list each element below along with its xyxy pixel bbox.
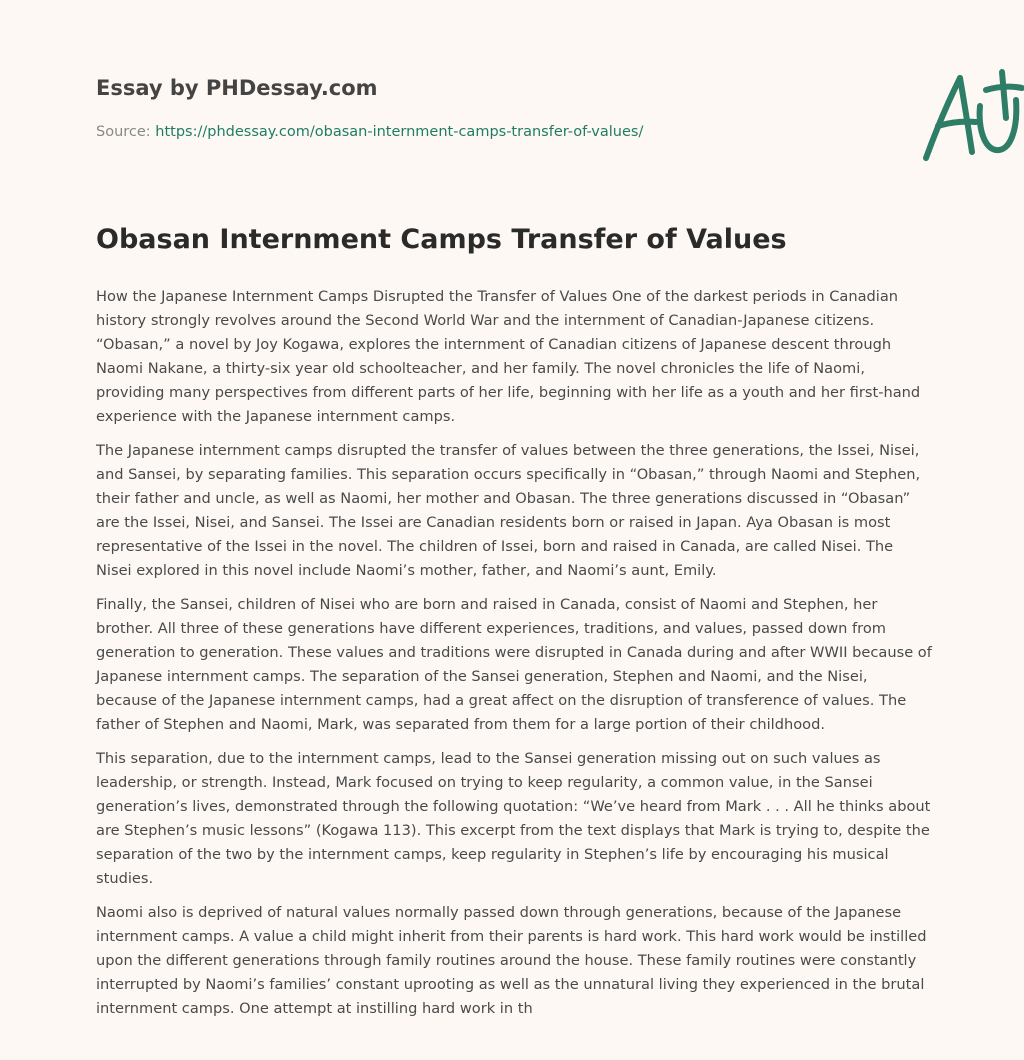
a-plus-grade-icon bbox=[916, 66, 1024, 166]
essay-title: Obasan Internment Camps Transfer of Values bbox=[96, 224, 787, 255]
source-line bbox=[96, 124, 643, 140]
logo-plus-vertical bbox=[1002, 72, 1006, 118]
essay-paragraph: This separation, due to the internment camps, lead to the Sansei generation missing out on such values as leadership, or strength. Instead, Mark focused on trying to keep regularity, a common value, in the Sansei generation’s lives, demonstrated through the following quotation: “We’ve heard from Mark . . . All he thinks about are Stephen’s music lessons” (Kogawa 113). This excerpt from the text displays that Mark is trying to, despite the separation of the two by the internment camps, keep regularity in Stephen’s life by encouraging his musical studies. bbox=[96, 750, 931, 887]
logo-letter-a-right-stroke bbox=[960, 78, 972, 152]
logo-plus-horizontal bbox=[986, 87, 1022, 90]
essay-body bbox=[96, 285, 932, 1031]
essay-paragraph: Naomi also is deprived of natural values normally passed down through generations, because of the Japanese internment camps. A value a child might inherit from their parents is hard work. This hard work would be instilled upon the different generations through family routines around the house. These family routines were constantly interrupted by Naomi’s families’ constant uprooting as well as the unnatural living they experienced in the brutal internment camps. One attempt at instilling hard work in th bbox=[96, 904, 927, 1017]
site-brand: Essay by PHDessay.com bbox=[96, 76, 378, 100]
source-label: Source: bbox=[96, 124, 156, 140]
logo-letter-a-left-stroke bbox=[926, 78, 960, 158]
essay-paragraph: How the Japanese Internment Camps Disrupted the Transfer of Values One of the darkest periods in Canadian history strongly revolves around the Second World War and the internment of Canadian-Japanese citizens. “Obasan,” a novel by Joy Kogawa, explores the internment of Canadian citizens of Japanese descent through Naomi Nakane, a thirty-six year old schoolteacher, and her family. The novel chronicles the life of Naomi, providing many perspectives from different parts of her life, beginning with her life as a youth and her first-hand experience with the Japanese internment camps. bbox=[96, 288, 921, 425]
essay-paragraph: The Japanese internment camps disrupted the transfer of values between the three generations, the Issei, Nisei, and Sansei, by separating families. This separation occurs specifically in “Obasan,” through Naomi and Stephen, their father and uncle, as well as Naomi, her mother and Obasan. The three generations discussed in “Obasan” are the Issei, Nisei, and Sansei. The Issei are Canadian residents born or raised in Japan. Aya Obasan is most representative of the Issei in the novel. The children of Issei, born and raised in Canada, are called Nisei. The Nisei explored in this novel include Naomi’s mother, father, and Naomi’s aunt, Emily. bbox=[96, 442, 921, 579]
essay-paragraph: Finally, the Sansei, children of Nisei who are born and raised in Canada, consist of Naomi and Stephen, her brother. All three of these generations have different experiences, traditions, and values, passed down from generation to generation. These values and traditions were disrupted in Canada during and after WWII because of Japanese internment camps. The separation of the Sansei generation, Stephen and Naomi, and the Nisei, because of the Japanese internment camps, had a great affect on the disruption of transference of values. The father of Stephen and Naomi, Mark, was separated from them for a large portion of their childhood. bbox=[96, 596, 932, 733]
source-link[interactable]: https://phdessay.com/obasan-internment-camps-transfer-of-values/ bbox=[155, 124, 644, 140]
logo-swoosh bbox=[980, 100, 1017, 150]
